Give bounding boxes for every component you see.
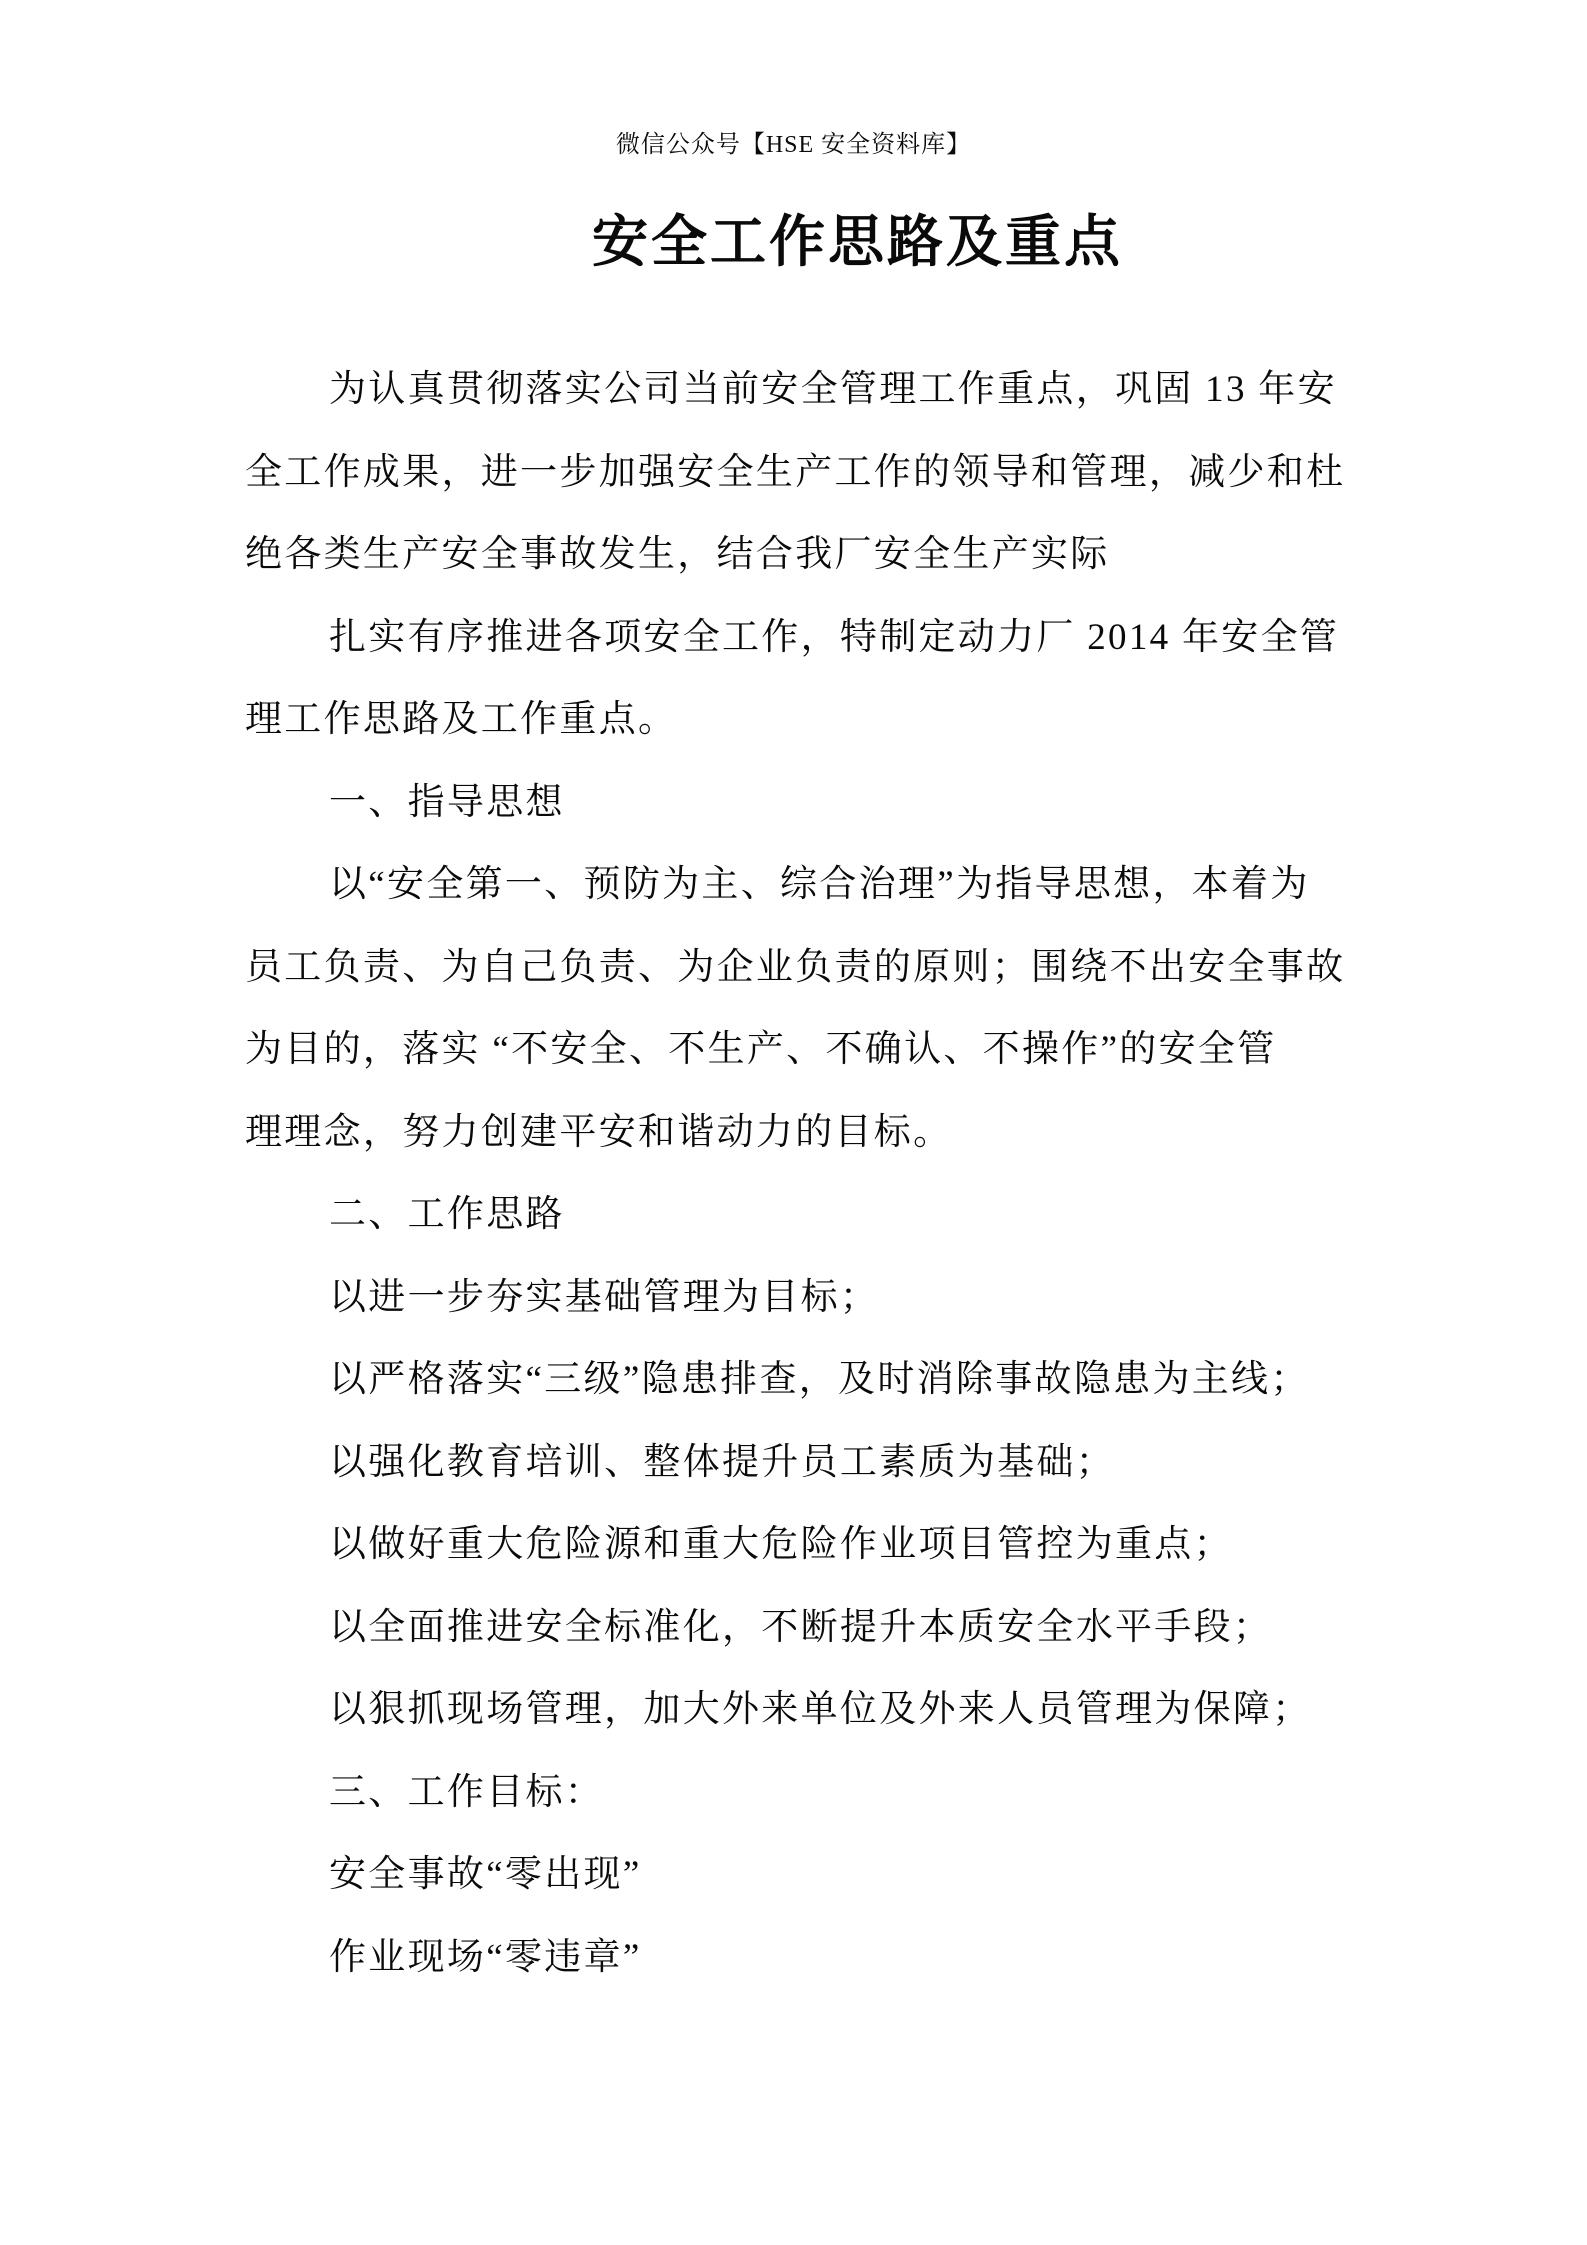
text-line: 一、指导思想 [329,781,565,823]
text-line: 以严格落实“三级”隐患排查，及时消除事故隐患为主线； [329,1359,1310,1400]
text-line: 以狠抓现场管理，加大外来单位及外来人员管理为保障； [329,1689,1312,1730]
wechat-account-header: 微信公众号【HSE 安全资料库】 [615,132,972,158]
text-line: 安全事故“零出现” [329,1854,642,1895]
text-line: 为认真贯彻落实公司当前安全管理工作重点，巩固 13 年安 [329,369,1337,410]
text-line: 二、工作思路 [329,1194,565,1235]
text-line: 理理念，努力创建平安和谐动力的目标。 [245,1111,953,1153]
text-line: 以“安全第一、预防为主、综合治理”为指导思想，本着为 [329,864,1310,905]
text-line: 以强化教育培训、整体提升员工素质为基础； [329,1441,1115,1483]
document-title [0,198,1587,278]
text-line: 理工作思路及工作重点。 [245,699,678,740]
text-line: 全工作成果，进一步加强安全生产工作的领导和管理，减少和杜 [245,451,1346,493]
text-line: 作业现场“零违章” [329,1936,642,1978]
text-line: 绝各类生产安全事故发生，结合我厂安全生产实际 [245,534,1110,575]
text-line: 以进一步夯实基础管理为目标； [329,1276,880,1318]
text-line: 扎实有序推进各项安全工作，特制定动力厂 2014 年安全管 [329,616,1340,658]
text-line: 以做好重大危险源和重大危险作业项目管控为重点； [329,1524,1233,1565]
text-line: 员工负责、为自己负责、为企业负责的原则；围绕不出安全事故 [245,946,1346,988]
text-line: 三、工作目标： [329,1771,605,1813]
text-line: 为目的，落实 “不安全、不生产、不确认、不操作”的安全管 [245,1029,1277,1070]
document-body [245,349,1360,1999]
document-title-text: 安全工作思路及重点 [592,212,1123,274]
text-line: 以全面推进安全标准化，不断提升本质安全水平手段； [329,1606,1273,1648]
